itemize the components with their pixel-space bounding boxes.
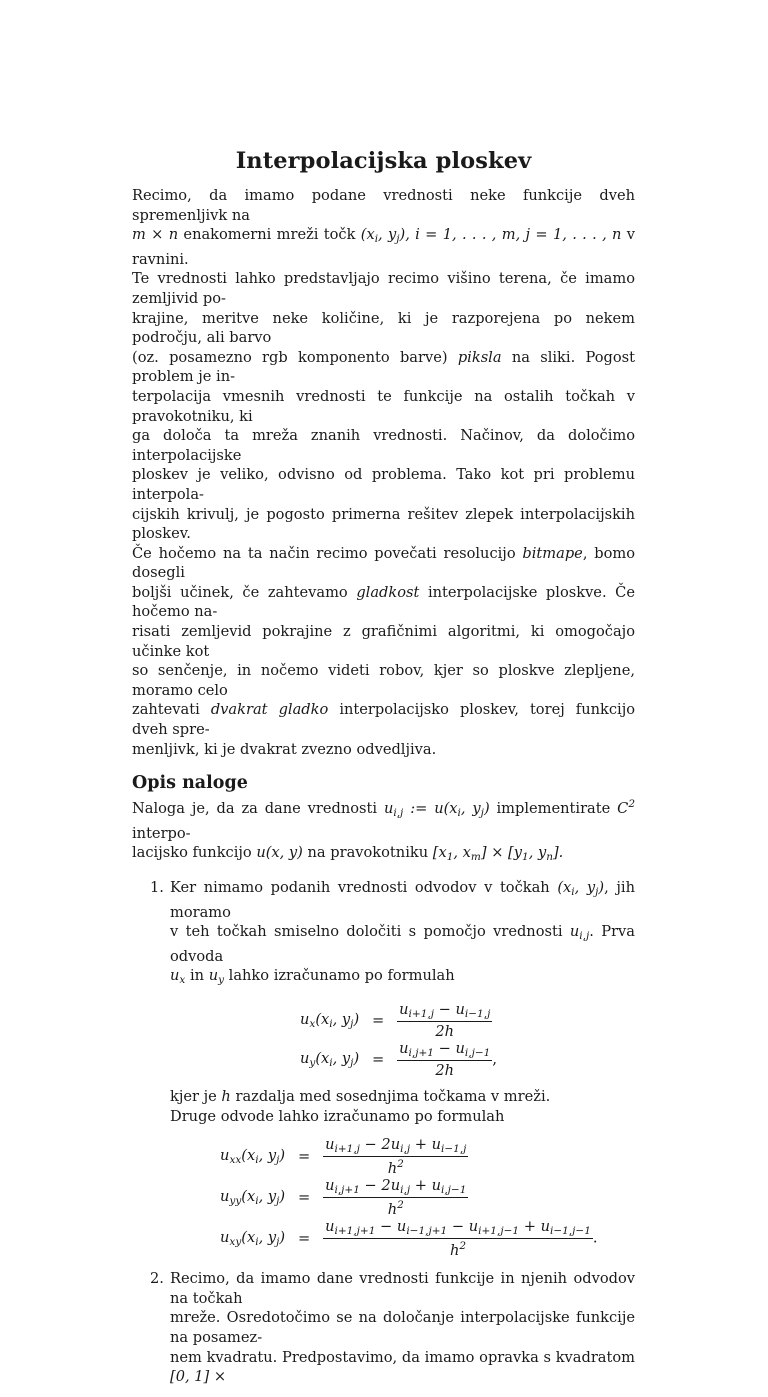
- equation-rhs: [397, 1001, 497, 1040]
- math-part: , y: [378, 226, 397, 244]
- subscript: i+1,j: [334, 1143, 360, 1156]
- equation-rhs: [323, 1177, 597, 1218]
- equation-lhs: $u_y(x_i$, $y_j$): [300, 1049, 360, 1069]
- subscript: m: [470, 851, 481, 864]
- numerator: $u_{i,j+1} - u_{i,j-1}$: [399, 1039, 491, 1059]
- text-run: na sliki. Pogost problem je in-: [132, 348, 635, 386]
- emphasis: piksla: [457, 348, 502, 366]
- text-run: implementirate: [489, 800, 618, 818]
- math-expr: [170, 967, 186, 987]
- text-run: lahko izračunamo po formulah: [224, 967, 455, 985]
- subscript: i: [374, 233, 379, 246]
- fraction: [323, 1177, 468, 1218]
- denominator: 2h: [435, 1022, 455, 1040]
- text-run: (oz. posamezno rgb komponento barve): [132, 348, 458, 366]
- fraction: [397, 1001, 492, 1040]
- text-run: interpo-: [132, 824, 191, 842]
- math-expr: u(x, y): [256, 844, 303, 862]
- math-part: u: [569, 923, 580, 941]
- superscript: 2: [459, 1240, 467, 1253]
- subscript: i: [329, 1056, 333, 1069]
- text-line: terpolacija vmesnih vrednosti te funkcije na ostalih točkah v pravokotniku, ki: [132, 387, 635, 425]
- subscript: i−1,j−1: [549, 1225, 591, 1238]
- subscript: j: [396, 233, 400, 246]
- subscript: j: [276, 1154, 280, 1167]
- math-expr: m × n: [132, 226, 179, 244]
- text-line: krajine, meritve neke količine, ki je razporejena po nekem področju, ali barvo: [132, 309, 635, 347]
- text-line: Recimo, da imamo dane vrednosti funkcije in njenih odvodov na točkah: [170, 1270, 635, 1307]
- equals-sign: =: [297, 1230, 311, 1248]
- text-line: [170, 1348, 635, 1387]
- subscript: i+1,j: [408, 1007, 434, 1020]
- subscript: j: [480, 807, 484, 820]
- list-item: [132, 878, 635, 1259]
- equals-sign: =: [372, 1011, 385, 1029]
- text-line: menljivk, ki je dvakrat zvezno odvedljiva.: [132, 740, 437, 758]
- text-line: [132, 795, 635, 843]
- text-line: mreže. Osredotočimo se na določanje interpolacijske funkcije na posamez-: [170, 1309, 635, 1346]
- equation-lhs: $u_{xx}(x_i$, $y_j$): [220, 1147, 286, 1167]
- text-line: cijskih krivulj, je pogosto primerna rešitev zlepek interpolacijskih ploskev.: [132, 505, 635, 543]
- math-part: ), i = 1, . . . , m, j = 1, . . . , n: [399, 226, 622, 244]
- subscript: i−1,j+1: [406, 1225, 448, 1238]
- subscript: i,j−1: [440, 1184, 467, 1197]
- equation-row: [220, 1218, 598, 1259]
- math-part: ): [483, 800, 490, 818]
- math-expr: h: [221, 1087, 231, 1105]
- math-part: C: [617, 800, 629, 818]
- subscript: x: [309, 1017, 316, 1030]
- math-expr: [360, 226, 622, 246]
- punctuation: .: [592, 1229, 598, 1247]
- equation-rhs: [323, 1136, 597, 1177]
- denominator: $h^2$: [387, 1199, 404, 1219]
- emphasis: bitmape: [522, 544, 583, 562]
- math-part: ].: [552, 844, 564, 862]
- subscript: i: [255, 1154, 259, 1167]
- page-title: Interpolacijska ploskev: [235, 148, 532, 174]
- text-run: in: [185, 967, 209, 985]
- text-line: [132, 225, 635, 269]
- text-run: na pravokotniku: [302, 844, 433, 862]
- emphasis: gladkost: [356, 583, 420, 601]
- equation-lhs: $u_x(x_i$, $y_j$): [300, 1010, 360, 1030]
- text-run: interpolacijsko ploskev, torej funkcijo dveh spre-: [132, 701, 635, 739]
- subscript: i+1,j+1: [334, 1225, 376, 1238]
- text-line: ploskev je veliko, odvisno od problema. Tako kot pri problemu interpola-: [132, 466, 635, 503]
- text-line: Druge odvode lahko izračunamo po formulah: [170, 1107, 505, 1125]
- text-line: [170, 1087, 635, 1107]
- math-expr: [208, 967, 225, 987]
- fraction: [323, 1218, 593, 1259]
- text-line: ga določa ta mreža znanih vrednosti. Načinov, da določimo interpolacijske: [132, 427, 635, 464]
- equation-row: [220, 1136, 598, 1177]
- equation-row: [220, 1177, 598, 1218]
- denominator: $h^2$: [449, 1240, 467, 1260]
- subscript: xx: [229, 1154, 242, 1167]
- equation-row: [300, 1040, 497, 1079]
- subscript: yy: [229, 1195, 242, 1208]
- emphasis: dvakrat gladko: [210, 701, 329, 719]
- equation-rhs: [323, 1218, 597, 1259]
- equation-rhs: [397, 1040, 497, 1079]
- subscript: i: [255, 1195, 259, 1208]
- subscript: i: [329, 1017, 333, 1030]
- text-run: Naloga je, da za dane vrednosti: [132, 800, 384, 818]
- subscript: i,j−1: [464, 1046, 491, 1059]
- math-part: [x: [432, 844, 447, 862]
- fraction: [323, 1136, 468, 1177]
- text-run: interpolacijske ploskve. Če hočemo na-: [132, 583, 635, 621]
- subscript: xy: [229, 1236, 242, 1249]
- text-line: risati zemljevid pokrajine z grafičnimi algoritmi, ki omogočajo učinke kot: [132, 623, 635, 660]
- text-run: Ker nimamo podanih vrednosti odvodov v točkah: [170, 879, 558, 896]
- superscript: 2: [397, 1199, 404, 1212]
- list-number: 1.: [150, 879, 164, 896]
- text-line: [132, 583, 635, 622]
- math-part: ] × [y: [480, 844, 522, 862]
- subscript: 1: [446, 851, 454, 864]
- subscript: i,j: [400, 1184, 411, 1197]
- math-part: , y: [460, 800, 481, 818]
- math-part: , y: [528, 844, 547, 862]
- text-line: Recimo, da imamo podane vrednosti neke funkcije dveh spremenljivk na: [132, 187, 635, 224]
- subscript: 1: [522, 851, 529, 864]
- subscript: i: [457, 807, 461, 820]
- subscript: x: [179, 974, 186, 987]
- item-text: [170, 878, 635, 991]
- subscript: j: [350, 1056, 354, 1069]
- text-line: [132, 544, 635, 583]
- math-expr: [0, 1] ×: [170, 1368, 227, 1386]
- list-item: [132, 1269, 635, 1387]
- math-expr: [383, 800, 490, 820]
- punctuation: ,: [492, 1050, 497, 1068]
- equation-lhs: $u_{xy}(x_i$, $y_j$): [220, 1229, 286, 1249]
- math-part: , x: [453, 844, 471, 862]
- superscript: 2: [628, 798, 635, 811]
- denominator: 2h: [435, 1061, 455, 1079]
- text-line: [170, 878, 635, 922]
- subscript: i−1,j: [440, 1143, 467, 1156]
- numerator: $u_{i+1,j+1} - u_{i-1,j+1} - u_{i+1,j-1} + u_{i-1,j-1}$: [325, 1218, 591, 1238]
- text-run: . Prva odvoda: [170, 923, 635, 965]
- subscript: i,j: [393, 807, 404, 820]
- text-run: kjer je: [170, 1087, 222, 1105]
- math-part: u: [383, 800, 394, 818]
- math-part: ): [598, 879, 605, 896]
- text-line: so senčenje, in nočemo videti robov, kjer so ploskve zlepljene, moramo celo: [132, 662, 635, 699]
- equals-sign: =: [372, 1050, 385, 1068]
- math-expr: [617, 800, 635, 817]
- math-part: (x: [557, 879, 572, 896]
- math-expr: [432, 844, 564, 864]
- subscript: i,j: [579, 930, 590, 943]
- task-list: [132, 878, 635, 1387]
- subscript: i,j+1: [408, 1046, 434, 1059]
- text-run: v teh točkah smiselno določiti s pomočjo vrednosti: [170, 923, 570, 941]
- subscript: i: [255, 1236, 259, 1249]
- text-line: [132, 843, 635, 868]
- first-derivative-equations: [300, 1001, 497, 1079]
- text-run: , jih moramo: [170, 879, 635, 921]
- item-text: [170, 1087, 635, 1126]
- math-part: u: [208, 967, 219, 985]
- fraction: [397, 1040, 492, 1079]
- second-derivative-equations: [220, 1136, 598, 1259]
- subscript: i+1,j−1: [478, 1225, 520, 1238]
- text-run: nem kvadratu. Predpostavimo, da imamo opravka s kvadratom: [170, 1348, 635, 1366]
- subscript: i: [571, 886, 575, 898]
- denominator: $h^2$: [387, 1158, 404, 1178]
- subscript: j: [595, 886, 599, 898]
- text-run: Če hočemo na ta način recimo povečati resolucijo: [132, 544, 523, 562]
- math-part: u: [170, 967, 180, 985]
- numerator: $u_{i+1,j} - 2u_{i,j} + u_{i-1,j}$: [325, 1136, 467, 1156]
- text-run: , bomo dosegli: [132, 544, 636, 582]
- subscript: i,j: [400, 1143, 411, 1156]
- numerator: $u_{i+1,j} - u_{i-1,j}$: [399, 1000, 491, 1020]
- math-part: := u(x: [403, 800, 458, 818]
- item-text: [170, 1269, 635, 1387]
- page: [132, 148, 635, 1397]
- subscript: i,j+1: [334, 1184, 360, 1197]
- equation-row: [300, 1001, 497, 1040]
- subscript: j: [350, 1017, 354, 1030]
- equals-sign: =: [297, 1148, 311, 1166]
- text-line: [132, 348, 635, 387]
- subscript: n: [546, 851, 553, 864]
- text-run: v ravnini.: [132, 226, 635, 268]
- subscript: j: [276, 1195, 280, 1208]
- subscript: y: [309, 1056, 316, 1069]
- text-line: [132, 700, 635, 739]
- text-line: Te vrednosti lahko predstavljajo recimo višino terena, če imamo zemljivid po-: [132, 270, 635, 307]
- equals-sign: =: [297, 1189, 311, 1207]
- text-run: enakomerni mreži točk: [178, 226, 361, 244]
- intro-paragraph: [132, 186, 635, 759]
- text-run: lacijsko funkcijo: [132, 844, 257, 862]
- equation-lhs: $u_{yy}(x_i$, $y_j$): [220, 1188, 286, 1208]
- superscript: 2: [397, 1158, 404, 1171]
- math-expr: [557, 879, 604, 896]
- math-part: , y: [574, 879, 596, 896]
- text-run: boljši učinek, če zahtevamo: [132, 583, 357, 601]
- text-line: [170, 922, 635, 966]
- subscript: y: [218, 974, 225, 987]
- subscript: j: [276, 1236, 280, 1249]
- task-paragraph: [132, 795, 635, 868]
- math-expr: [569, 923, 590, 943]
- math-part: (x: [360, 226, 375, 244]
- text-run: razdalja med sosednjima točkama v mreži.: [230, 1087, 551, 1105]
- text-run: zahtevati: [132, 701, 211, 719]
- text-line: [170, 966, 635, 991]
- subscript: i−1,j: [464, 1007, 491, 1020]
- section-heading: Opis naloge: [132, 773, 248, 794]
- numerator: $u_{i,j+1} - 2u_{i,j} + u_{i,j-1}$: [325, 1177, 467, 1197]
- list-number: 2.: [150, 1270, 164, 1288]
